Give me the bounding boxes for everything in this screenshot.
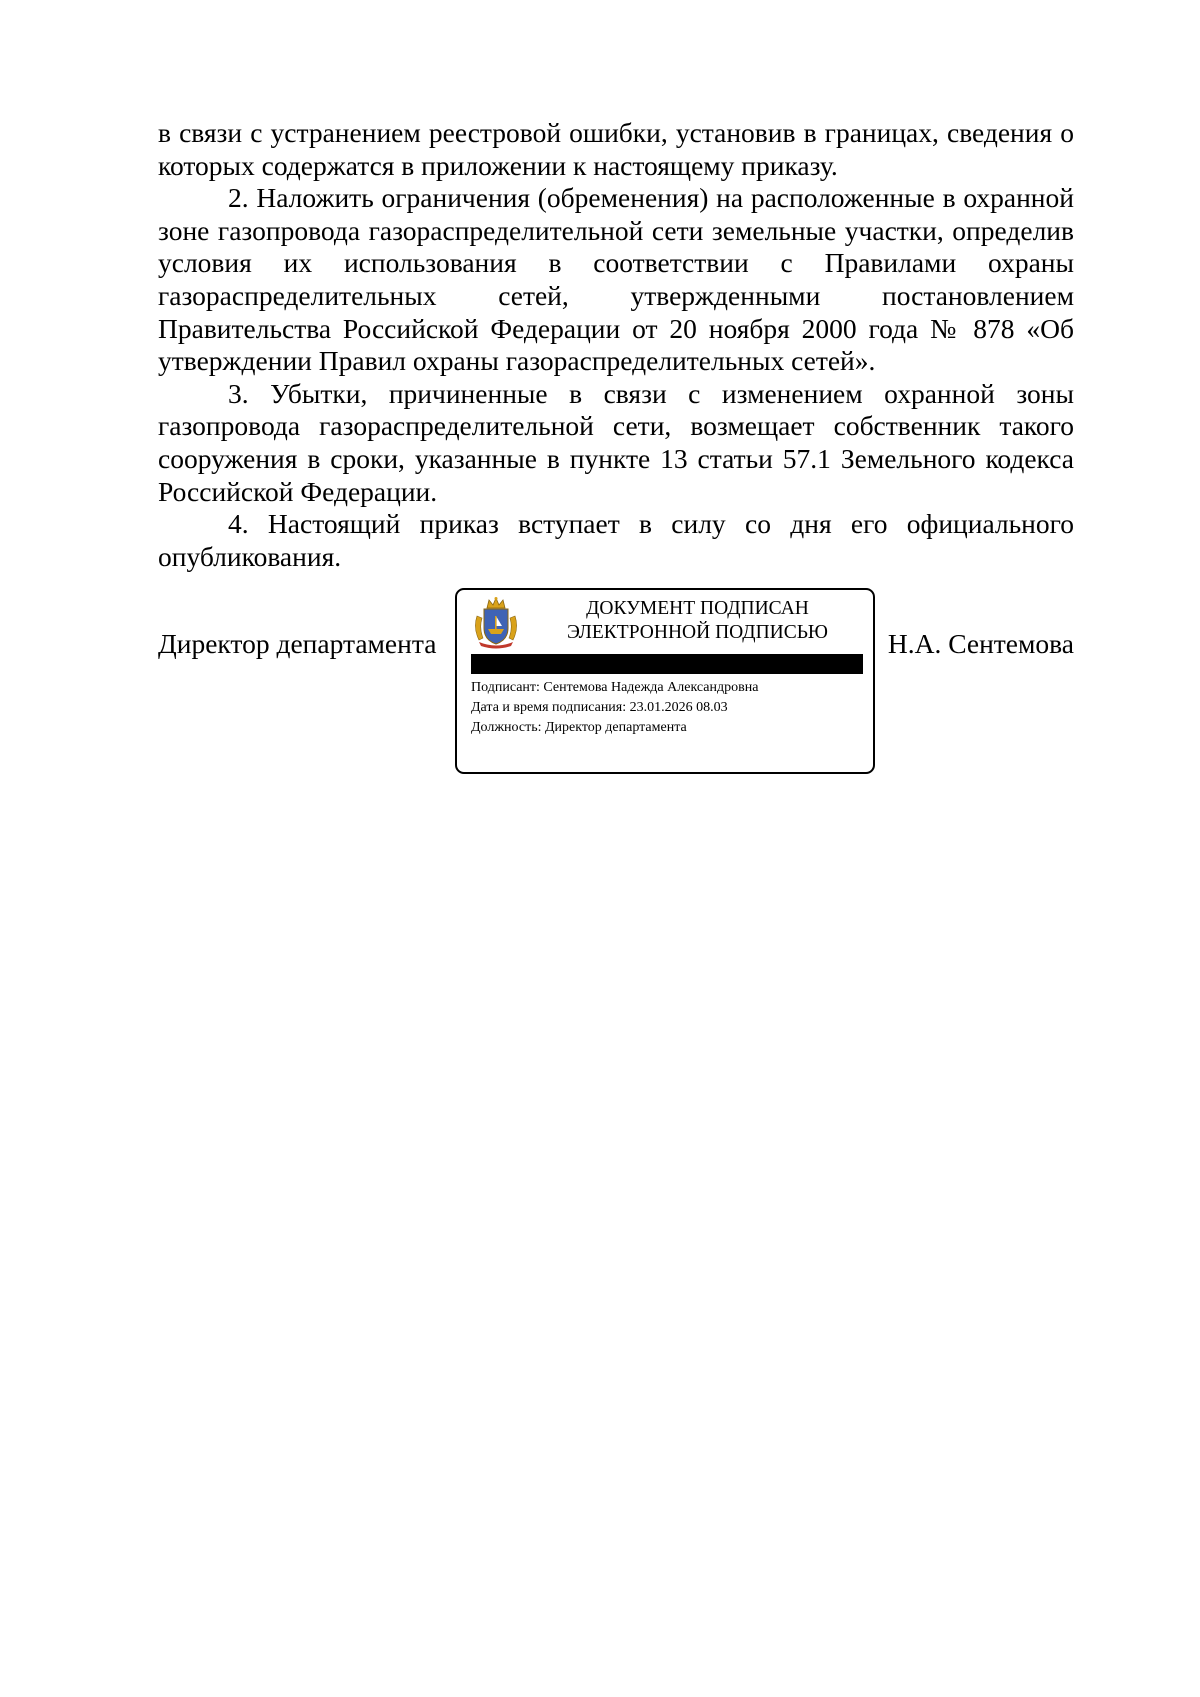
stamp-heading-line1: ДОКУМЕНТ ПОДПИСАН [586,598,809,619]
stamp-position: Должность: Директор департамента [471,720,687,735]
paragraph-item-2: 2. Наложить ограничения (обременения) на расположенные в охранной зоне газопровода газораспределительной сети земельные участки, определив условия их использования в соответствии с Правилами охраны газораспределительных сетей, утвержденными постановлением Правительства Российской Федерации от 20 ноября 2000 года № 878 «Об утверждении Правил охраны газораспределительных сетей». [158,182,1074,377]
stamp-signer: Подписант: Сентемова Надежда Александровна [471,680,759,695]
signer-title: Директор департамента [158,628,437,659]
paragraph-item-3: 3. Убытки, причиненные в связи с изменением охранной зоны газопровода газораспределительной сети, возмещает собственник такого сооружения в сроки, указанные в пункте 13 статьи 57.1 Земельного кодекса Российской Федерации. [158,377,1074,507]
paragraph-item-4: 4. Настоящий приказ вступает в силу со дня его официального опубликования. [158,508,1074,572]
document-body [158,117,1074,573]
signer-name: Н.А. Сентемова [887,628,1074,659]
stamp-details [471,678,863,738]
signature-block [158,588,1074,778]
paragraph-continuation: в связи с устранением реестровой ошибки, установив в границах, сведения о которых содержатся в приложении к настоящему приказу. [158,117,1074,181]
stamp-heading-line2: ЭЛЕКТРОННОЙ ПОДПИСЬЮ [567,622,828,643]
electronic-signature-stamp [455,588,875,774]
stamp-heading [535,597,860,645]
coat-of-arms-icon [469,596,523,650]
certificate-redaction-bar [471,654,863,674]
stamp-signed-at: Дата и время подписания: 23.01.2026 08.03 [471,700,728,715]
